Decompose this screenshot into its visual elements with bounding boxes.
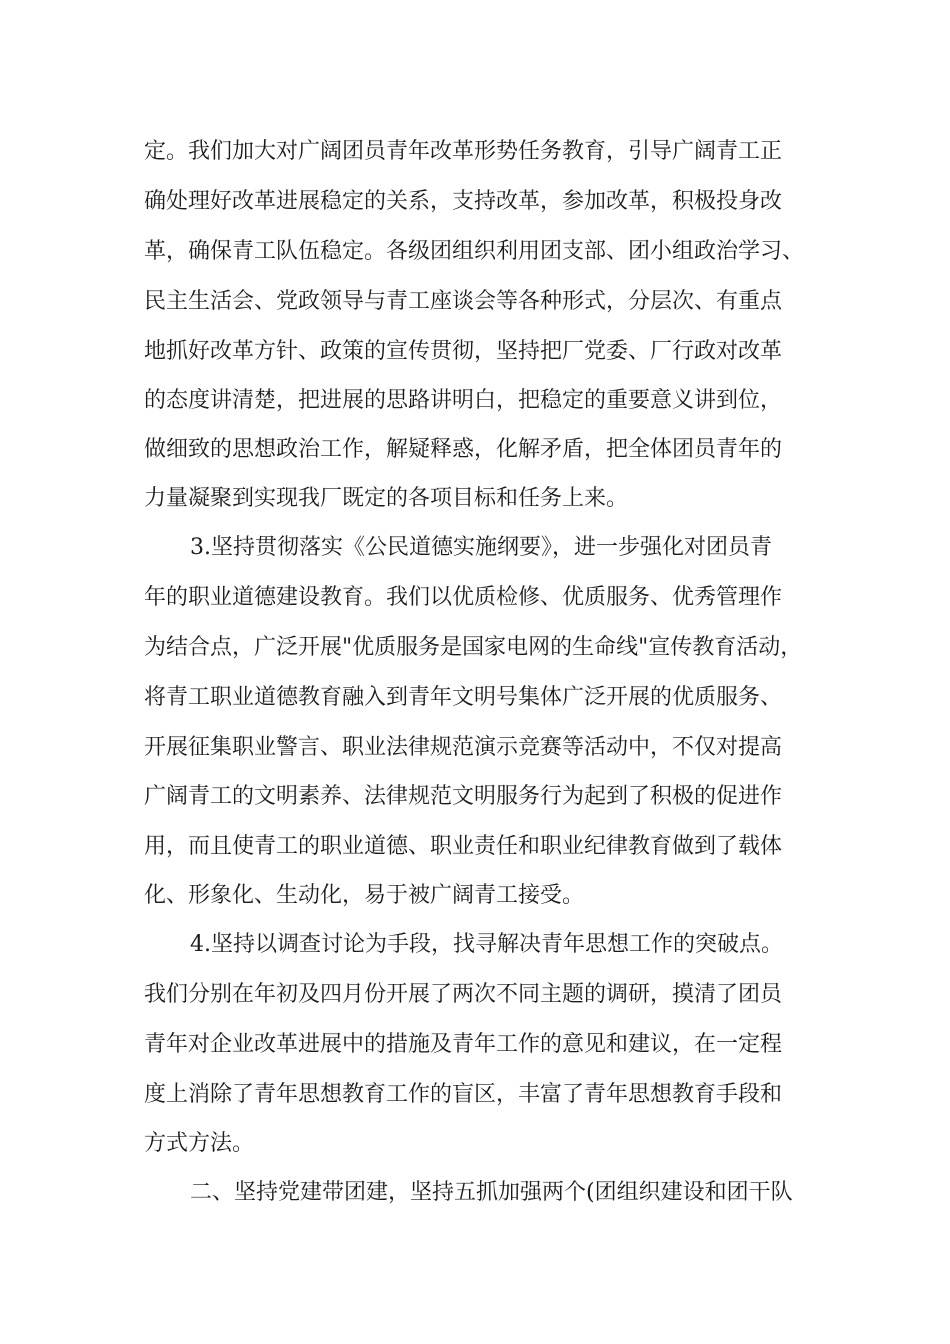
text-line: 我们分别在年初及四月份开展了两次不同主题的调研，摸清了团员 <box>144 982 783 1007</box>
text-line: 度上消除了青年思想教育工作的盲区，丰富了青年思想教育手段和 <box>144 1082 783 1107</box>
text-line: 的态度讲清楚，把进展的思路讲明白，把稳定的重要意义讲到位， <box>144 388 783 413</box>
text-line: 地抓好改革方针、政策的宣传贯彻，坚持把厂党委、厂行政对改革 <box>144 339 783 364</box>
text-line: 方式方法。 <box>144 1131 255 1156</box>
text-line: 定。我们加大对广阔团员青年改革形势任务教育，引导广阔青工正 <box>144 139 783 164</box>
text-line: 革，确保青工队伍稳定。各级团组织利用团支部、团小组政治学习、 <box>144 239 805 264</box>
text-line: 民主生活会、党政领导与青工座谈会等各种形式，分层次、有重点 <box>144 289 783 314</box>
text-line: 化、形象化、生动化，易于被广阔青工接受。 <box>144 883 585 908</box>
text-line: 4.坚持以调查讨论为手段，找寻解决青年思想工作的突破点。 <box>190 932 783 957</box>
text-line: 做细致的思想政治工作，解疑释惑，化解矛盾，把全体团员青年的 <box>144 437 783 462</box>
text-line: 二、坚持党建带团建，坚持五抓加强两个(团组织建设和团干队 <box>190 1180 793 1205</box>
text-line: 确处理好改革进展稳定的关系，支持改革，参加改革，积极投身改 <box>144 189 783 214</box>
text-line: 广阔青工的文明素养、法律规范文明服务行为起到了积极的促进作 <box>144 784 783 809</box>
text-line: 将青工职业道德教育融入到青年文明号集体广泛开展的优质服务、 <box>144 685 783 710</box>
text-line: 为结合点，广泛开展"优质服务是国家电网的生命线"宣传教育活动， <box>144 635 803 660</box>
text-line: 力量凝聚到实现我厂既定的各项目标和任务上来。 <box>144 486 629 511</box>
text-line: 青年对企业改革进展中的措施及青年工作的意见和建议，在一定程 <box>144 1032 783 1057</box>
text-line: 开展征集职业警言、职业法律规范演示竞赛等活动中，不仅对提高 <box>144 735 783 760</box>
text-line: 年的职业道德建设教育。我们以优质检修、优质服务、优秀管理作 <box>144 585 783 610</box>
text-line: 用，而且使青工的职业道德、职业责任和职业纪律教育做到了载体 <box>144 834 783 859</box>
text-line: 3.坚持贯彻落实《公民道德实施纲要》，进一步强化对团员青 <box>190 535 772 560</box>
